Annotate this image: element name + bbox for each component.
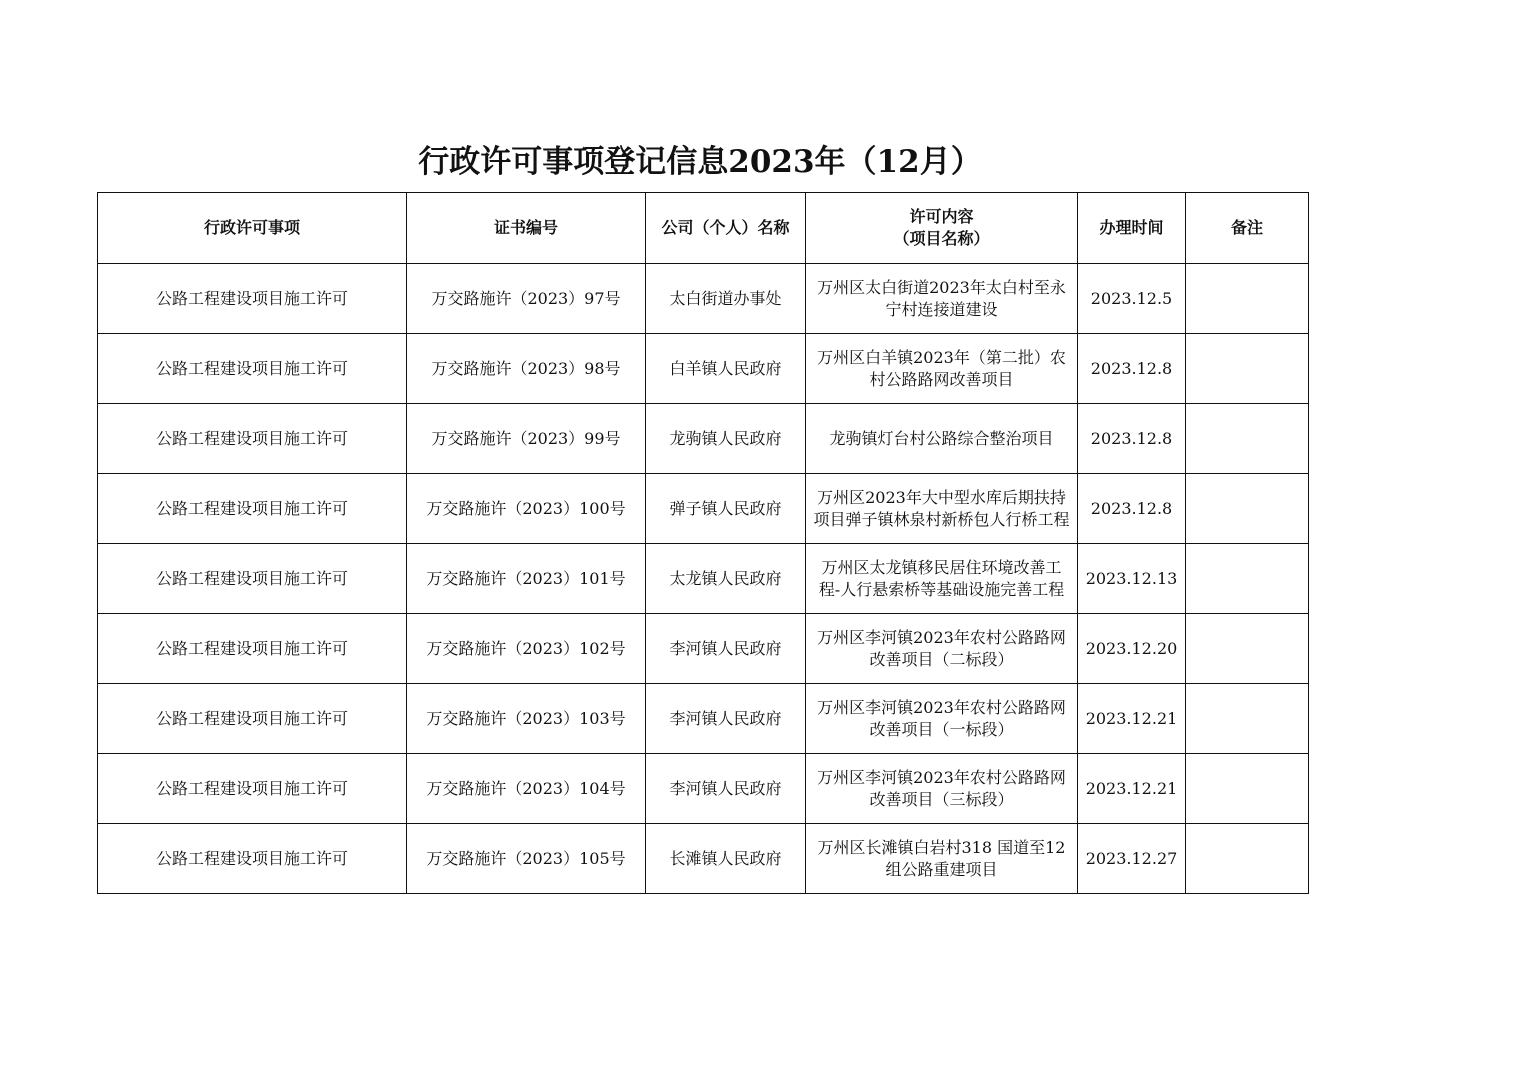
cell-cert: 万交路施许（2023）97号	[407, 264, 646, 334]
cell-company: 李河镇人民政府	[646, 684, 806, 754]
cell-item: 公路工程建设项目施工许可	[98, 474, 407, 544]
cell-note	[1186, 544, 1309, 614]
cell-item: 公路工程建设项目施工许可	[98, 824, 407, 894]
cell-note	[1186, 404, 1309, 474]
table-row	[98, 404, 1309, 474]
table-row	[98, 264, 1309, 334]
table-row	[98, 614, 1309, 684]
table-row	[98, 754, 1309, 824]
cell-date: 2023.12.8	[1078, 334, 1186, 404]
permit-table	[97, 192, 1309, 894]
cell-item: 公路工程建设项目施工许可	[98, 544, 407, 614]
cell-date: 2023.12.27	[1078, 824, 1186, 894]
cell-cert: 万交路施许（2023）99号	[407, 404, 646, 474]
cell-company: 李河镇人民政府	[646, 754, 806, 824]
cell-company: 太白街道办事处	[646, 264, 806, 334]
cell-note	[1186, 684, 1309, 754]
cell-content: 万州区太龙镇移民居住环境改善工程-人行悬索桥等基础设施完善工程	[806, 544, 1078, 614]
table-header-row	[98, 193, 1309, 264]
cell-note	[1186, 474, 1309, 544]
cell-content: 万州区2023年大中型水库后期扶持项目弹子镇林泉村新桥包人行桥工程	[806, 474, 1078, 544]
header-content-line1: 许可内容	[909, 207, 974, 226]
cell-note	[1186, 334, 1309, 404]
cell-cert: 万交路施许（2023）104号	[407, 754, 646, 824]
cell-note	[1186, 614, 1309, 684]
header-item: 行政许可事项	[98, 193, 407, 264]
cell-note	[1186, 264, 1309, 334]
cell-company: 弹子镇人民政府	[646, 474, 806, 544]
cell-cert: 万交路施许（2023）100号	[407, 474, 646, 544]
cell-company: 白羊镇人民政府	[646, 334, 806, 404]
cell-cert: 万交路施许（2023）98号	[407, 334, 646, 404]
cell-item: 公路工程建设项目施工许可	[98, 754, 407, 824]
header-content-line2: （项目名称）	[893, 229, 990, 248]
cell-cert: 万交路施许（2023）105号	[407, 824, 646, 894]
table-row	[98, 334, 1309, 404]
cell-company: 李河镇人民政府	[646, 614, 806, 684]
cell-content: 万州区李河镇2023年农村公路路网改善项目（二标段）	[806, 614, 1078, 684]
cell-note	[1186, 824, 1309, 894]
cell-item: 公路工程建设项目施工许可	[98, 404, 407, 474]
cell-date: 2023.12.21	[1078, 754, 1186, 824]
cell-content: 万州区太白街道2023年太白村至永宁村连接道建设	[806, 264, 1078, 334]
header-content	[806, 193, 1078, 264]
cell-item: 公路工程建设项目施工许可	[98, 614, 407, 684]
cell-item: 公路工程建设项目施工许可	[98, 334, 407, 404]
cell-date: 2023.12.20	[1078, 614, 1186, 684]
cell-date: 2023.12.13	[1078, 544, 1186, 614]
header-company: 公司（个人）名称	[646, 193, 806, 264]
cell-content: 龙驹镇灯台村公路综合整治项目	[806, 404, 1078, 474]
cell-date: 2023.12.21	[1078, 684, 1186, 754]
cell-date: 2023.12.8	[1078, 474, 1186, 544]
cell-date: 2023.12.8	[1078, 404, 1186, 474]
cell-company: 太龙镇人民政府	[646, 544, 806, 614]
cell-content: 万州区李河镇2023年农村公路路网改善项目（一标段）	[806, 684, 1078, 754]
cell-cert: 万交路施许（2023）103号	[407, 684, 646, 754]
cell-cert: 万交路施许（2023）102号	[407, 614, 646, 684]
table-row	[98, 474, 1309, 544]
table-row	[98, 824, 1309, 894]
cell-content: 万州区白羊镇2023年（第二批）农村公路路网改善项目	[806, 334, 1078, 404]
header-cert: 证书编号	[407, 193, 646, 264]
cell-company: 龙驹镇人民政府	[646, 404, 806, 474]
header-note: 备注	[1186, 193, 1309, 264]
cell-date: 2023.12.5	[1078, 264, 1186, 334]
cell-item: 公路工程建设项目施工许可	[98, 684, 407, 754]
cell-content: 万州区李河镇2023年农村公路路网改善项目（三标段）	[806, 754, 1078, 824]
header-date: 办理时间	[1078, 193, 1186, 264]
cell-item: 公路工程建设项目施工许可	[98, 264, 407, 334]
cell-company: 长滩镇人民政府	[646, 824, 806, 894]
cell-cert: 万交路施许（2023）101号	[407, 544, 646, 614]
cell-content: 万州区长滩镇白岩村318 国道至12组公路重建项目	[806, 824, 1078, 894]
cell-note	[1186, 754, 1309, 824]
table-row	[98, 684, 1309, 754]
page-title: 行政许可事项登记信息2023年（12月）	[418, 144, 982, 180]
table-row	[98, 544, 1309, 614]
